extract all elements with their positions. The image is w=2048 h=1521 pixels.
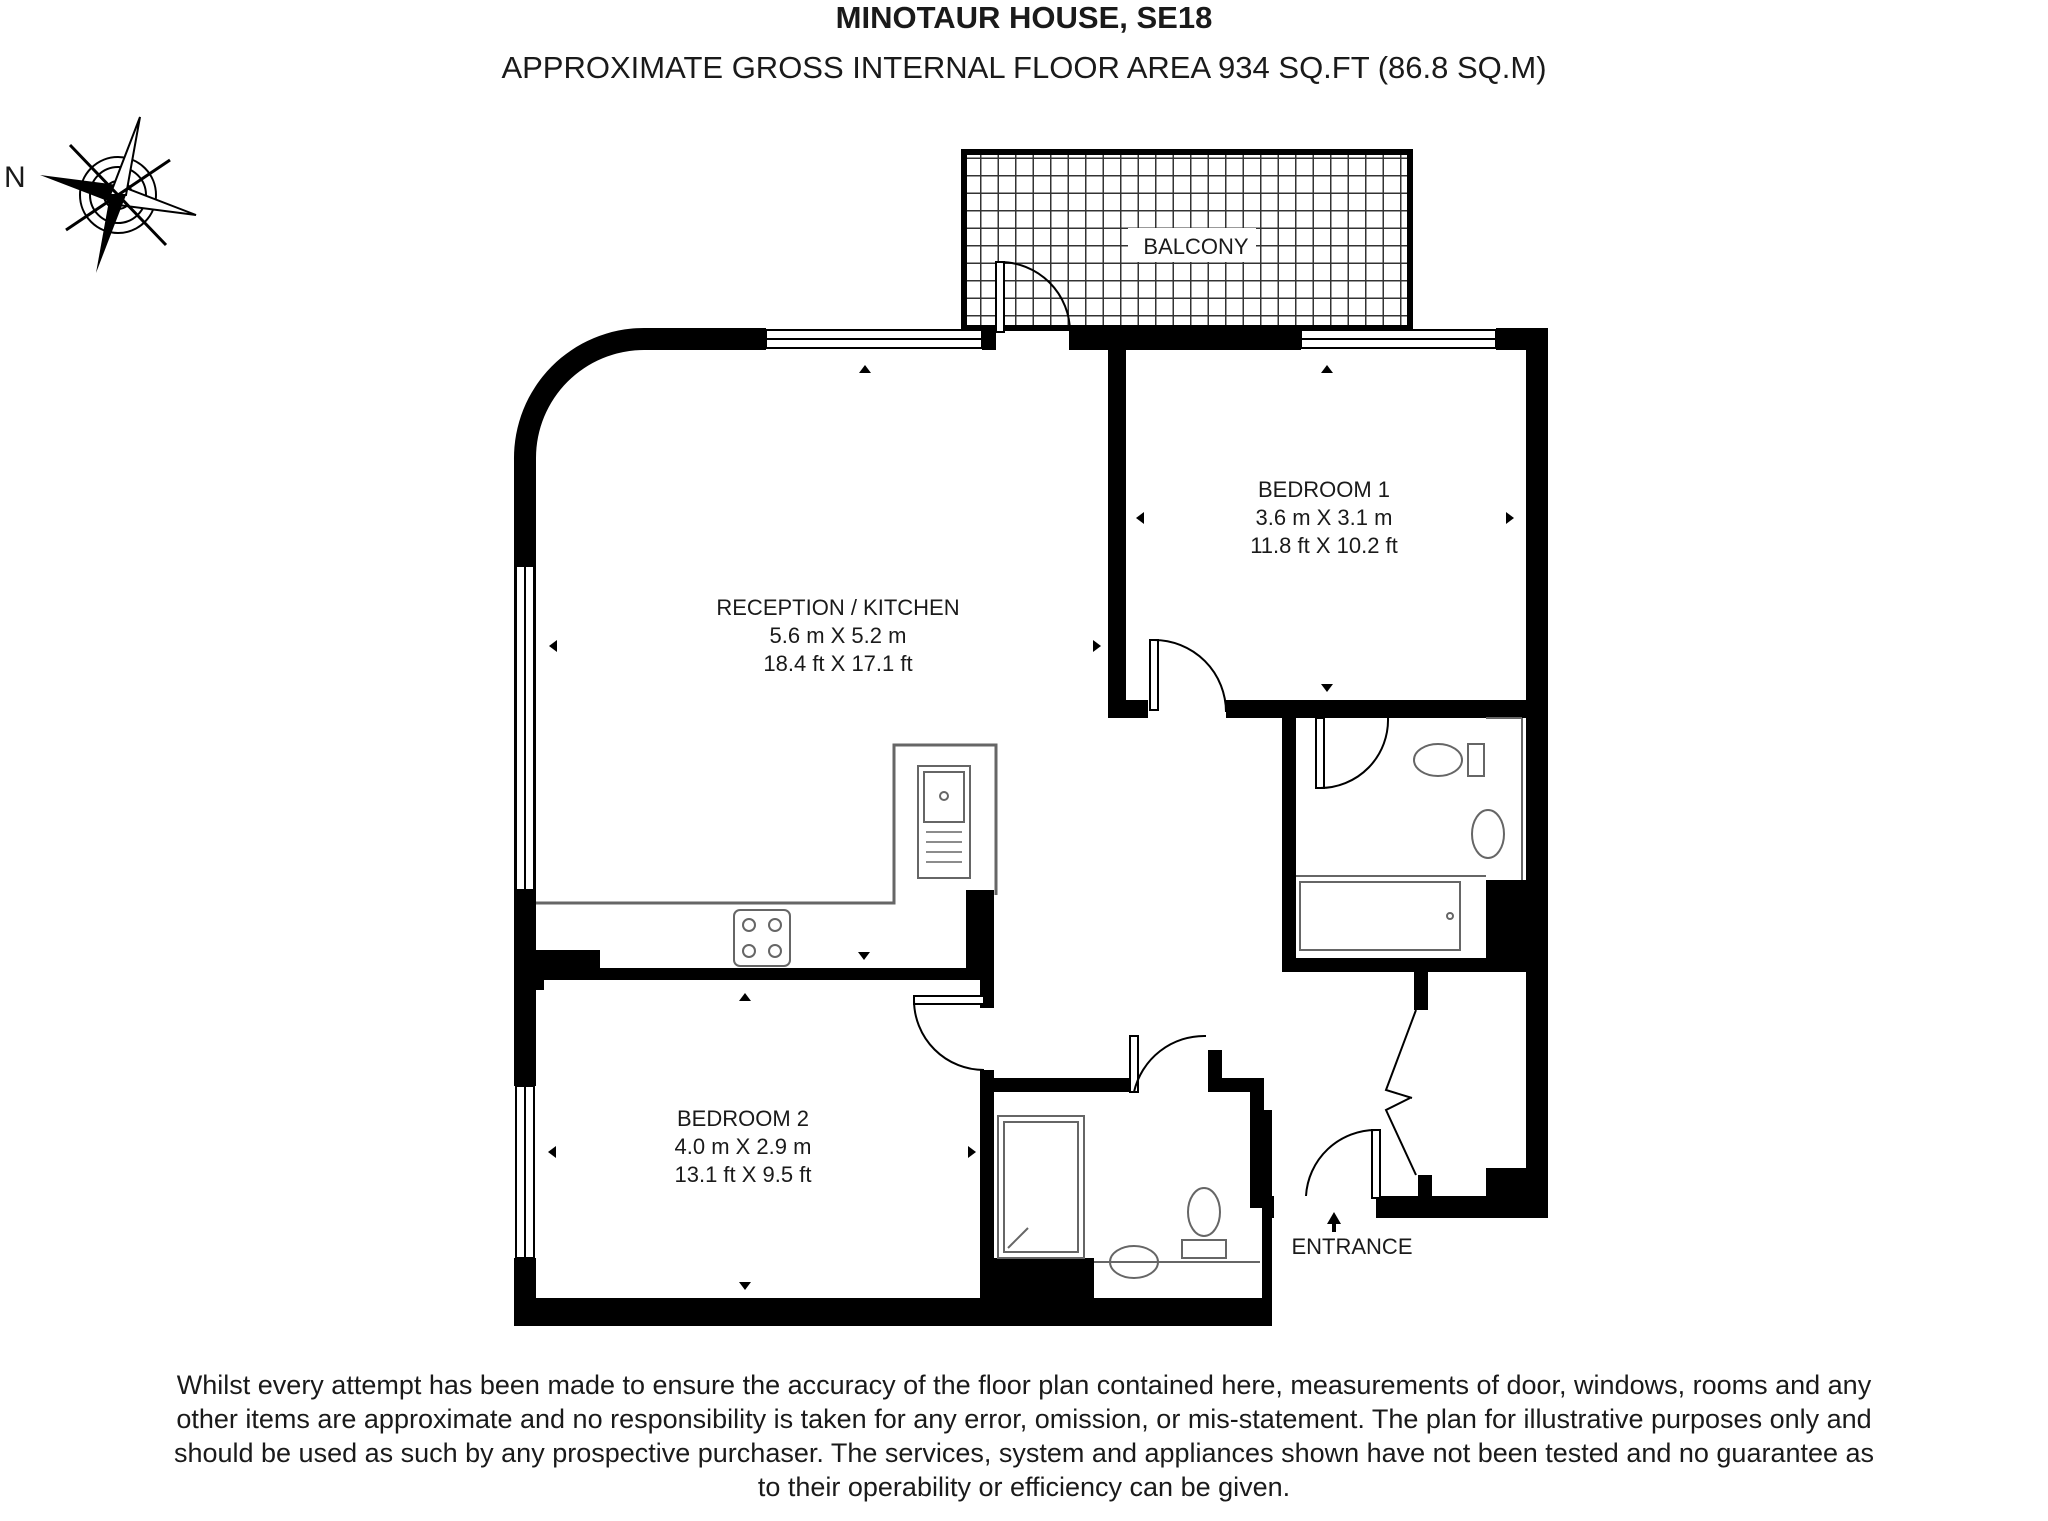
disclaimer-line: to their operability or efficiency can be given.	[757, 1472, 1291, 1502]
bedroom-1-imperial: 11.8 ft X 10.2 ft	[1250, 533, 1398, 558]
windows	[516, 330, 1496, 1258]
reception-name: RECEPTION / KITCHEN	[716, 595, 960, 620]
compass-rose-icon	[4, 117, 196, 273]
bedroom-2-metric: 4.0 m X 2.9 m	[674, 1134, 812, 1159]
bedroom-2-name: BEDROOM 2	[676, 1106, 810, 1131]
bedroom-1-name: BEDROOM 1	[1257, 477, 1391, 502]
entrance-label: ENTRANCE	[1291, 1234, 1413, 1259]
room-bedroom-2	[675, 1106, 812, 1187]
north-label: N	[4, 161, 26, 194]
reception-imperial: 18.4 ft X 17.1 ft	[763, 651, 913, 676]
room-bedroom-1	[1250, 477, 1398, 558]
floor-area-subtitle: APPROXIMATE GROSS INTERNAL FLOOR AREA 934 SQ.FT (86.8 SQ.M)	[501, 50, 1547, 85]
disclaimer-line: should be used as such by any prospective purchaser. The services, system and appliances shown have not been tested and no guarantee as	[173, 1438, 1875, 1468]
doors	[914, 262, 1416, 1198]
disclaimer-line: other items are approximate and no responsibility is taken for any error, omission, or mis-statement. The plan for illustrative purposes only and	[176, 1404, 1872, 1434]
bedroom-2-imperial: 13.1 ft X 9.5 ft	[674, 1162, 812, 1187]
bedroom-1-metric: 3.6 m X 3.1 m	[1255, 505, 1393, 530]
room-reception-kitchen	[716, 595, 959, 676]
bathroom-2-fixtures	[998, 1116, 1260, 1278]
kitchen-units	[536, 745, 996, 966]
plan-title: MINOTAUR HOUSE, SE18	[835, 0, 1213, 35]
disclaimer-line: Whilst every attempt has been made to ensure the accuracy of the floor plan contained here, measurements of door, windows, rooms and any	[176, 1370, 1872, 1400]
balcony	[964, 152, 1410, 328]
entrance	[1291, 1212, 1412, 1259]
disclaimer	[60, 1368, 1988, 1504]
walls	[514, 328, 1548, 1326]
reception-metric: 5.6 m X 5.2 m	[769, 623, 907, 648]
balcony-label: BALCONY	[1143, 234, 1249, 259]
